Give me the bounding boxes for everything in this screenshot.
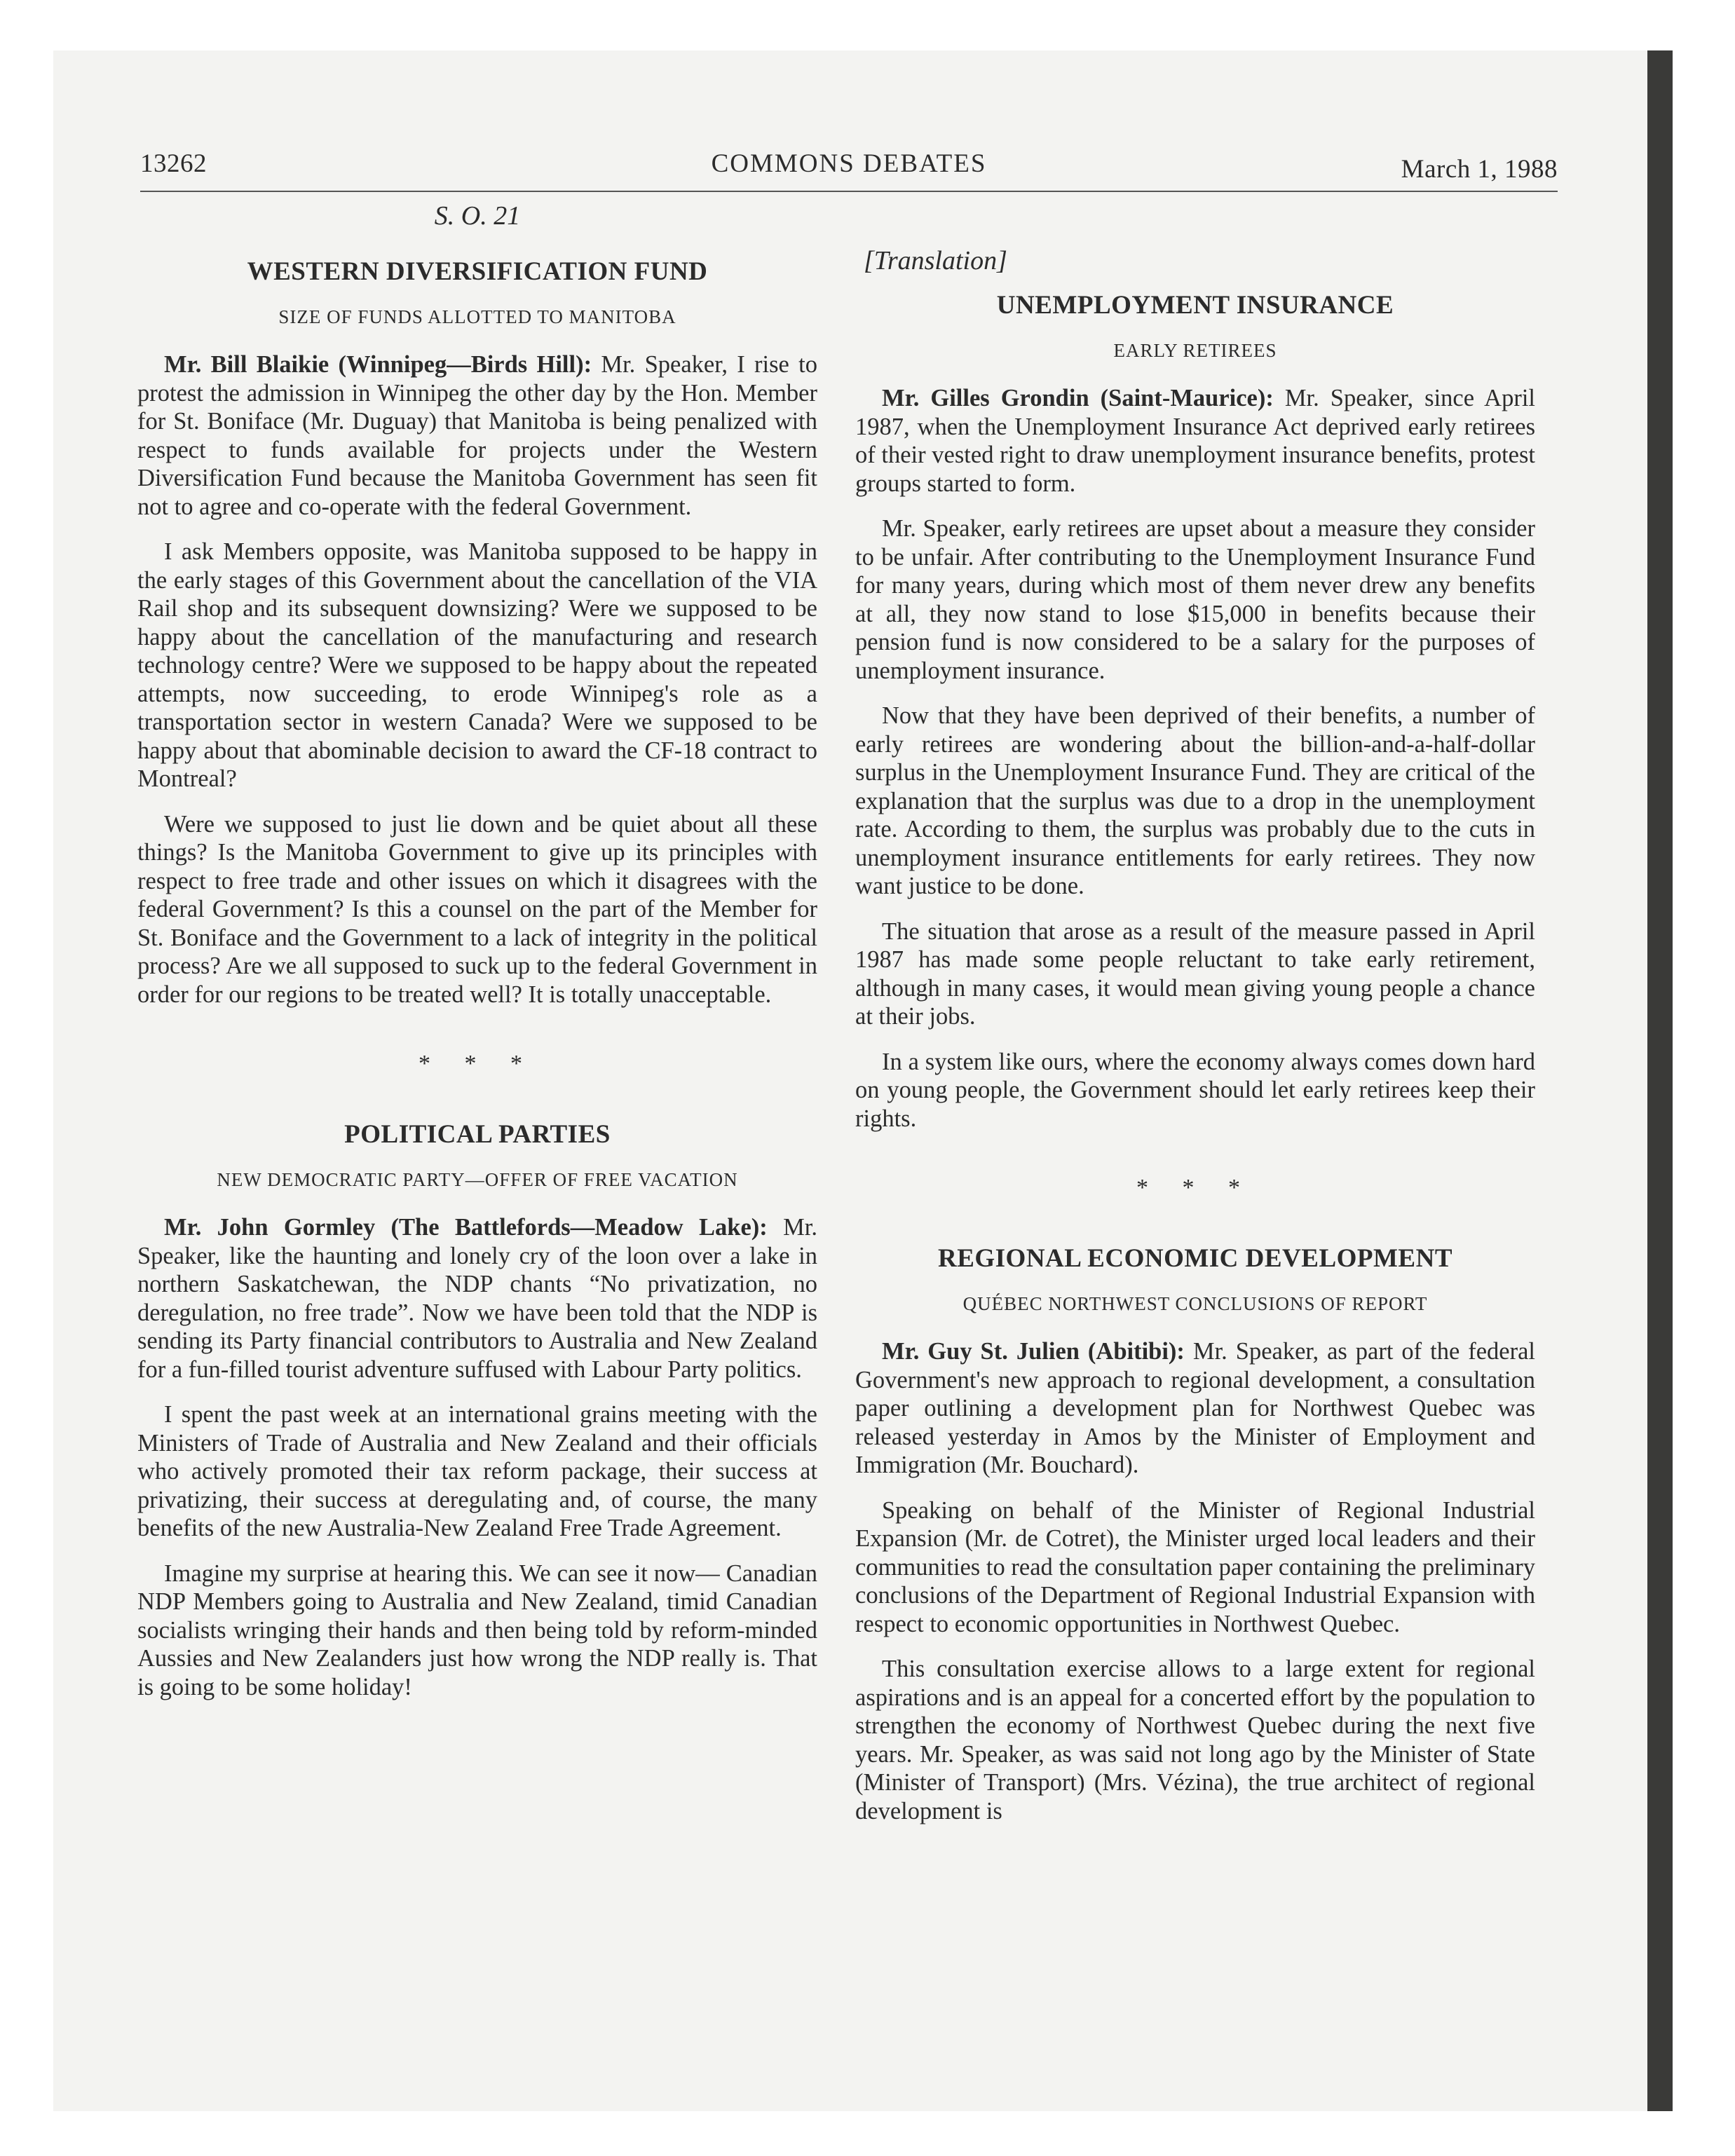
page-header [140, 149, 1558, 192]
speaker-name: Mr. Gilles Grondin (Saint-Maurice): [882, 385, 1274, 411]
paragraph-text: Mr. Speaker, like the haunting and lonely cry of the loon over a lake in northern Saskatchewan, the NDP chants “No privatization, no deregulation, no free trade”. Now we have been told that the NDP is sending its Party financial contributors to Australia and New Zealand for a fun-filled tourist adventure suffused with Labour Party politics. [137, 1214, 818, 1383]
translation-label: [Translation] [864, 246, 1007, 275]
paragraph: Imagine my surprise at hearing this. We can see it now— Canadian NDP Members going to Australia and New Zealand, timid Canadian socialists wringing their hands and then being told by reform-minded Aussies and New Zealanders just how wrong the NDP really is. That is going to be some holiday! [137, 1560, 817, 1700]
paragraph-text: Mr. Speaker, since April 1987, when the Unemployment Insurance Act deprived early retirees of their vested right to draw unemployment insurance benefits, protest groups started to form. [855, 385, 1535, 497]
standing-order-label: S. O. 21 [434, 201, 521, 231]
paragraph: I ask Members opposite, was Manitoba supposed to be happy in the early stages of this Government about the cancellation of the VIA Rail shop and its subsequent downsizing? Were we supposed to be happy about the cancellation of the manufacturing and research technology centre? Were we supposed to be happy about the repeated attempts, now succeeding, to erode Winnipeg's role as a transportation sector in western Canada? Were we supposed to be happy about that abominable decision to award the CF-18 contract to Montreal? [137, 538, 817, 792]
speaker-name: Mr. Bill Blaikie (Winnipeg—Birds Hill): [164, 351, 592, 378]
section-subheading: EARLY RETIREES [1113, 340, 1277, 361]
section-heading: WESTERN DIVERSIFICATION FUND [247, 257, 708, 286]
left-column [137, 196, 817, 1718]
paragraph: The situation that arose as a result of the measure passed in April 1987 has made some people reluctant to take early retirement, although in many cases, it would mean giving young people a chance at their jobs. [855, 917, 1535, 1030]
right-column [855, 196, 1535, 1842]
speaker-name: Mr. Guy St. Julien (Abitibi): [882, 1338, 1185, 1365]
section-subheading: SIZE OF FUNDS ALLOTTED TO MANITOBA [278, 306, 676, 327]
paragraph [855, 1337, 1535, 1480]
paragraph: In a system like ours, where the economy always comes down hard on young people, the Government should let early retirees keep their rights. [855, 1048, 1535, 1132]
scan-edge-bar [1647, 50, 1673, 2111]
paragraph-text: Mr. Speaker, I rise to protest the admission in Winnipeg the other day by the Hon. Member for St. Boniface (Mr. Duguay) that Manitoba is being penalized with respect to funds available for projects under the Western Diversification Fund because the Manitoba Government has seen fit not to agree and co-operate with the federal Government. [137, 351, 818, 520]
page-number: 13262 [140, 149, 207, 178]
section-heading: POLITICAL PARTIES [344, 1120, 611, 1149]
paragraph: I spent the past week at an international grains meeting with the Ministers of Trade of Australia and New Zealand and their officials who actively promoted their tax reform package, their success at privatizing, their success at deregulating and, of course, the many benefits of the new Australia-New Zealand Free Trade Agreement. [137, 1401, 817, 1541]
section-separator: * * * [419, 1051, 536, 1077]
section-separator: * * * [1136, 1175, 1254, 1201]
section-heading: UNEMPLOYMENT INSURANCE [996, 291, 1394, 320]
paragraph: Speaking on behalf of the Minister of Regional Industrial Expansion (Mr. de Cotret), the Minister urged local leaders and their communities to read the consultation paper containing the preliminary conclusions of the Department of Regional Industrial Expansion with respect to economic opportunities in Northwest Quebec. [855, 1496, 1535, 1637]
speaker-name: Mr. John Gormley (The Battlefords—Meadow Lake): [164, 1214, 768, 1241]
paragraph: This consultation exercise allows to a large extent for regional aspirations and is an appeal for a concerted effort by the population to strengthen the economy of Northwest Quebec during the next five years. Mr. Speaker, as was said not long ago by the Minister of State (Minister of Transport) (Mrs. Vézina), the true architect of regional development is [855, 1656, 1535, 1824]
section-subheading: NEW DEMOCRATIC PARTY—OFFER OF FREE VACATION [217, 1169, 738, 1190]
section-heading: REGIONAL ECONOMIC DEVELOPMENT [937, 1244, 1452, 1273]
paragraph-text: Mr. Speaker, as part of the federal Government's new approach to regional development, a consultation paper outlining a development plan for Northwest Quebec was released yesterday in Amos by the Minister of Employment and Immigration (Mr. Bouchard). [855, 1338, 1536, 1478]
paragraph: Now that they have been deprived of their benefits, a number of early retirees are wondering about the billion-and-a-half-dollar surplus in the Unemployment Insurance Fund. They are critical of the explanation that the surplus was due to a drop in the unemployment rate. According to them, the surplus was probably due to the cuts in unemployment insurance entitlements for early retirees. They now want justice to be done. [855, 702, 1535, 899]
paragraph [137, 350, 817, 521]
paragraph [137, 1213, 817, 1384]
paragraph [855, 384, 1535, 498]
publication-title: COMMONS DEBATES [711, 149, 987, 178]
publication-date: March 1, 1988 [1401, 155, 1558, 184]
paragraph: Were we supposed to just lie down and be quiet about all these things? Is the Manitoba Government to give up its principles with respect to free trade and other issues on which it disagrees with the federal Government? Is this a counsel on the part of the Member for St. Boniface and the Government to a lack of integrity in the political process? Are we all supposed to suck up to the federal Government in order for our regions to be treated well? It is totally unacceptable. [137, 810, 817, 1008]
paragraph: Mr. Speaker, early retirees are upset about a measure they consider to be unfair. After contributing to the Unemployment Insurance Fund for many years, during which most of them never drew any benefits at all, they now stand to lose $15,000 in benefits because their pension fund is now considered to be a salary for the purposes of unemployment insurance. [855, 515, 1535, 684]
section-subheading: QUÉBEC NORTHWEST CONCLUSIONS OF REPORT [962, 1293, 1428, 1314]
